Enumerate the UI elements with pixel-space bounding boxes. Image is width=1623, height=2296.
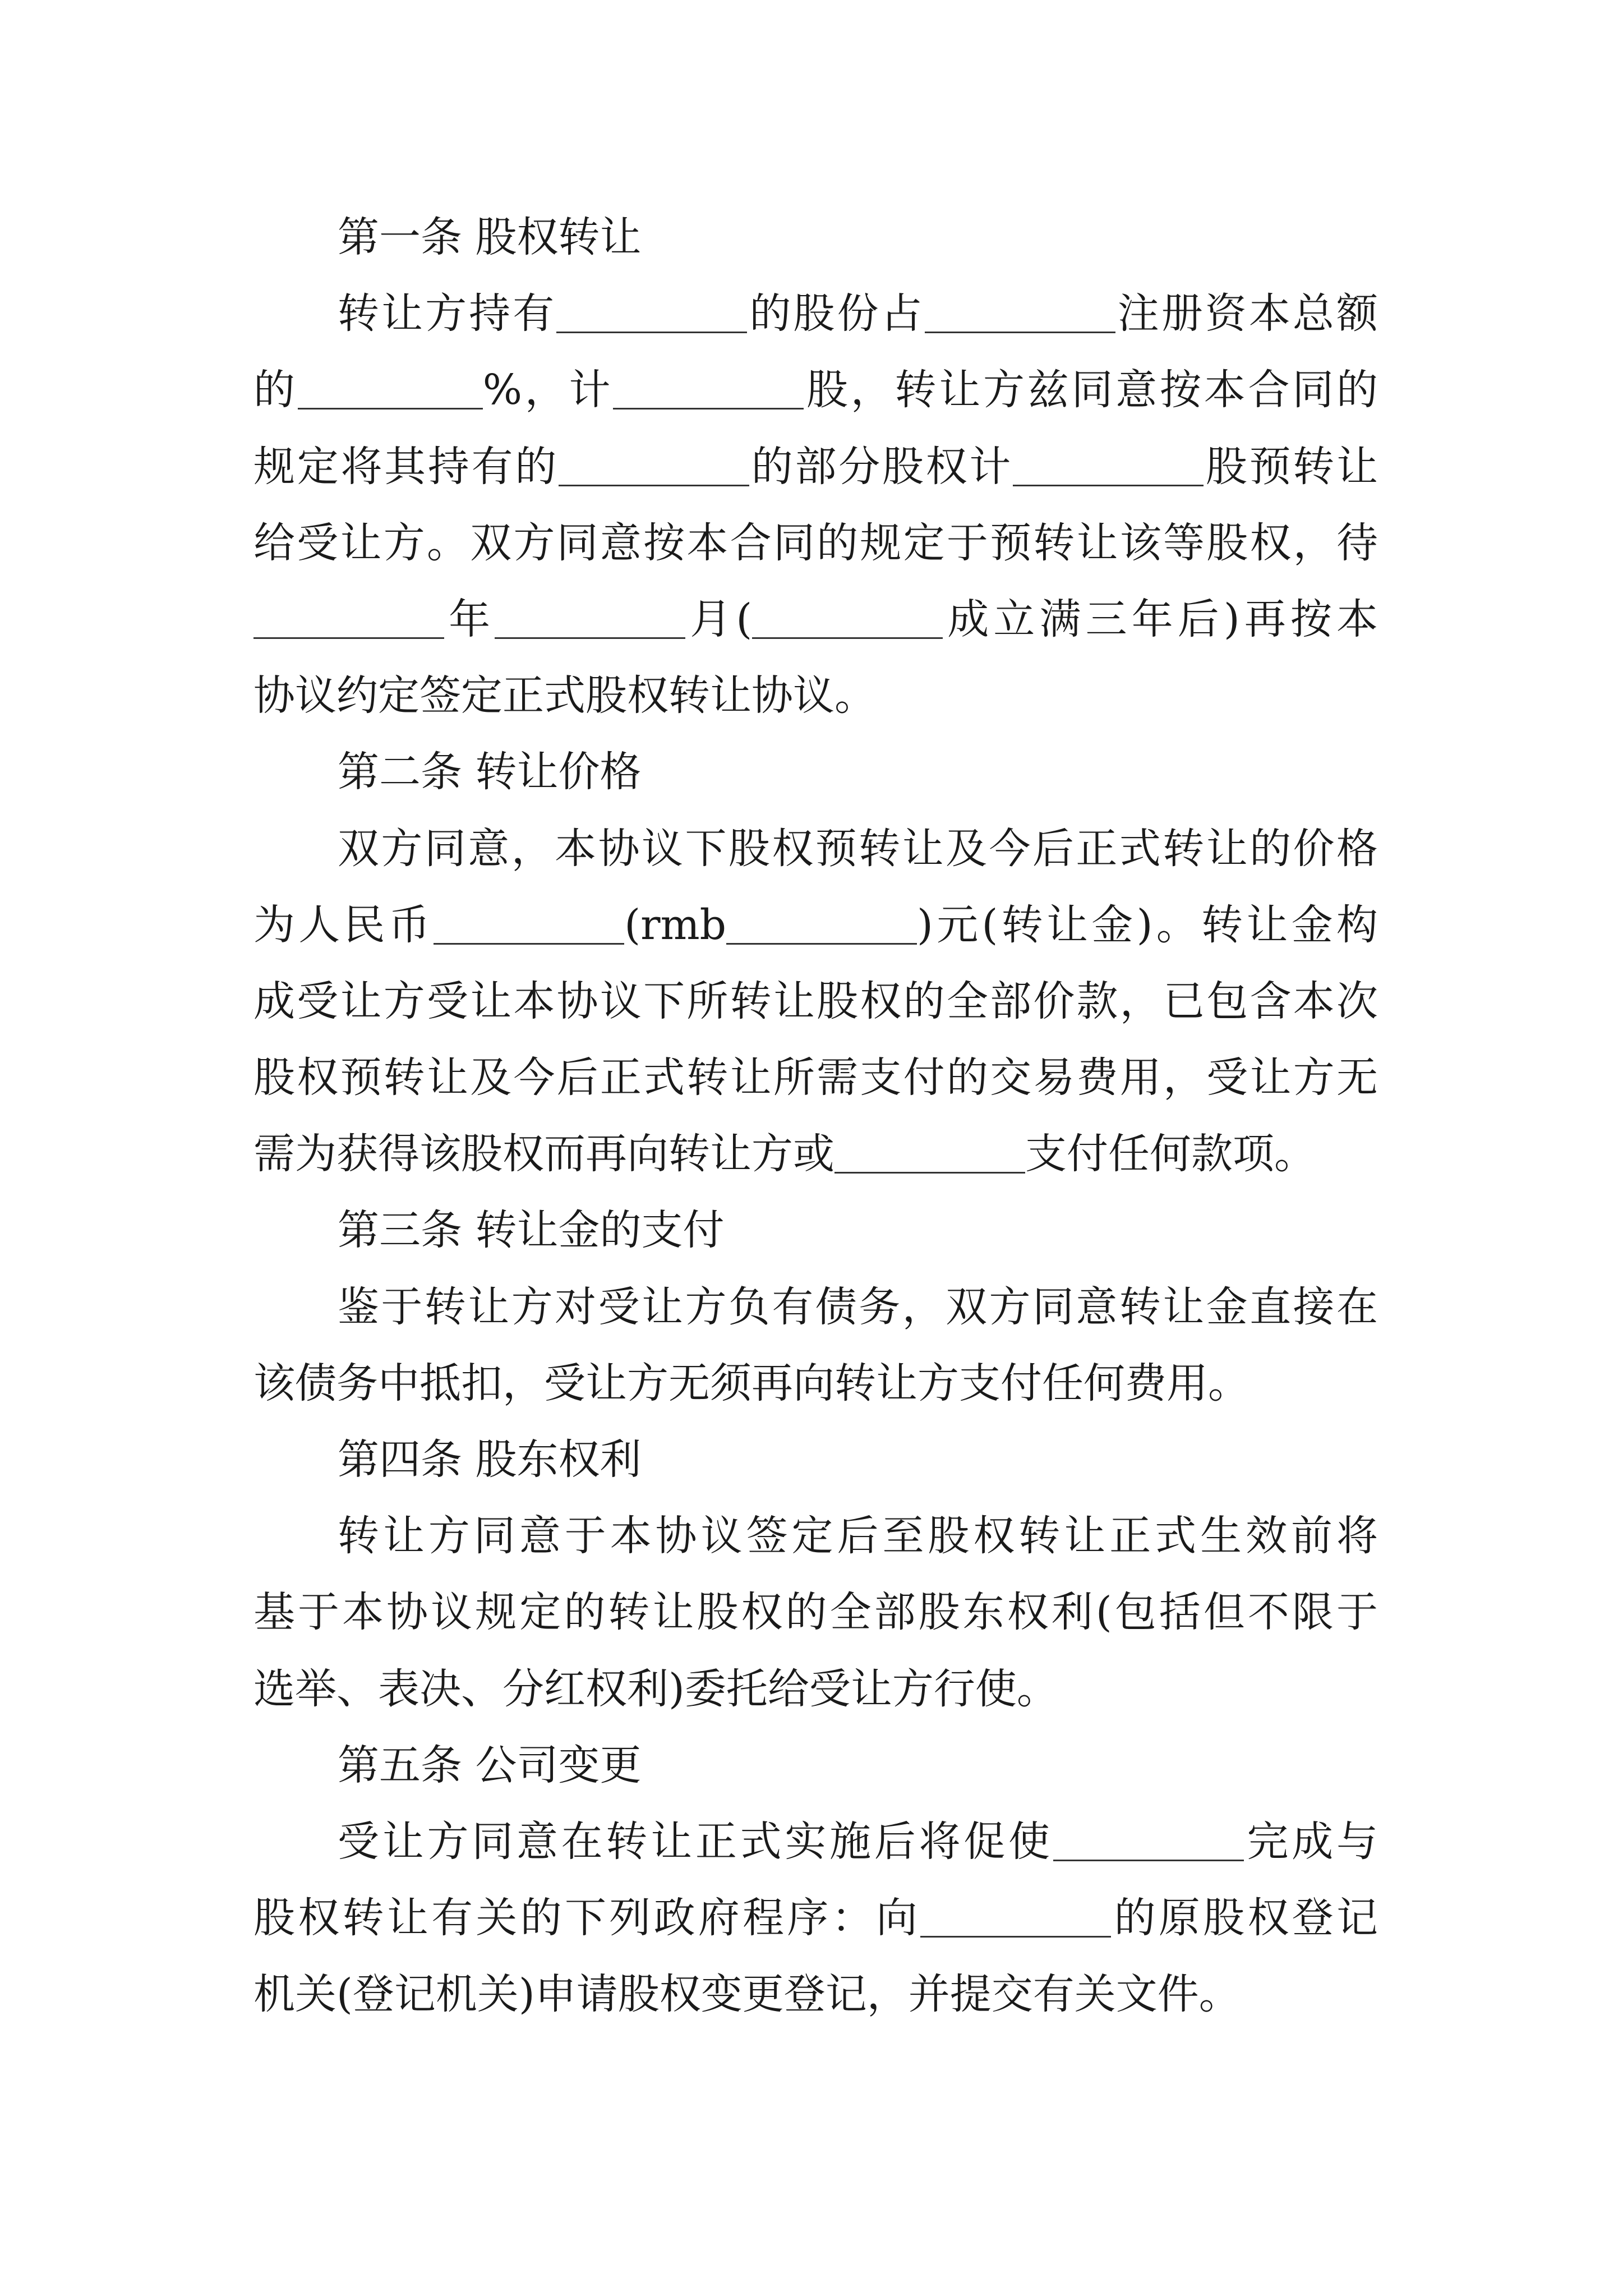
blank-field[interactable] bbox=[495, 596, 685, 639]
article-2-line-1: 双方同意，本协议下股权预转让及今后正式转让的价格 bbox=[338, 824, 1378, 873]
article-5-line-1: 受让方同意在转让正式实施后将促使 完成与 bbox=[338, 1817, 1378, 1866]
article-4-line-3: 选举、表决、分红权利)委托给受让方行使。 bbox=[253, 1664, 1058, 1713]
article-2-heading: 第二条 转让价格 bbox=[338, 748, 642, 797]
article-1-heading: 第一条 股权转让 bbox=[338, 213, 642, 261]
blank-field[interactable] bbox=[559, 443, 749, 486]
blank-field[interactable] bbox=[613, 366, 804, 409]
blank-field[interactable] bbox=[1053, 1818, 1244, 1861]
article-5-line-2: 股权转让有关的下列政府程序：向 的原股权登记 bbox=[253, 1894, 1378, 1943]
article-5-heading: 第五条 公司变更 bbox=[338, 1741, 642, 1789]
article-4-heading: 第四条 股东权利 bbox=[338, 1435, 642, 1484]
blank-field[interactable] bbox=[1013, 443, 1204, 486]
article-1-line-6: 协议约定签定正式股权转让协议。 bbox=[253, 671, 876, 720]
article-2-line-2: 为人民币 (rmb )元(转让金)。转让金构 bbox=[253, 900, 1378, 949]
blank-field[interactable] bbox=[726, 901, 917, 945]
article-3-line-2: 该债务中抵扣，受让方无须再向转让方支付任何费用。 bbox=[253, 1359, 1249, 1407]
article-2-line-3: 成受让方受让本协议下所转让股权的全部价款，已包含本次 bbox=[253, 977, 1378, 1025]
blank-field[interactable] bbox=[920, 1894, 1111, 1938]
article-3-heading: 第三条 转让金的支付 bbox=[338, 1206, 725, 1255]
blank-field[interactable] bbox=[434, 901, 624, 945]
article-2-line-4: 股权预转让及今后正式转让所需支付的交易费用，受让方无 bbox=[253, 1053, 1378, 1102]
blank-field[interactable] bbox=[834, 1130, 1025, 1174]
blank-field[interactable] bbox=[556, 290, 747, 333]
article-1-line-1: 转让方持有 的股份占 注册资本总额 bbox=[338, 289, 1378, 338]
article-4-line-2: 基于本协议规定的转让股权的全部股东权利(包括但不限于 bbox=[253, 1588, 1378, 1637]
article-1-line-2: 的 %，计 股，转让方兹同意按本合同的 bbox=[253, 366, 1378, 415]
blank-field[interactable] bbox=[253, 596, 444, 639]
article-5-line-3: 机关(登记机关)申请股权变更登记，并提交有关文件。 bbox=[253, 1970, 1241, 2019]
article-1-line-5: 年 月( 成立满三年后)再按本 bbox=[253, 581, 1378, 657]
article-1-line-3: 规定将其持有的 的部分股权计 股预转让 bbox=[253, 442, 1378, 491]
article-1-line-4: 给受让方。双方同意按本合同的规定于预转让该等股权，待 bbox=[253, 518, 1378, 567]
article-4-line-1: 转让方同意于本协议签定后至股权转让正式生效前将 bbox=[338, 1512, 1378, 1561]
contract-page bbox=[253, 199, 1378, 2033]
article-3-line-1: 鉴于转让方对受让方负有债务，双方同意转让金直接在 bbox=[338, 1282, 1378, 1331]
blank-field[interactable] bbox=[752, 596, 943, 639]
article-2-line-5: 需为获得该股权而再向转让方或 支付任何款项。 bbox=[253, 1130, 1316, 1179]
blank-field[interactable] bbox=[925, 290, 1115, 333]
blank-field[interactable] bbox=[298, 366, 483, 409]
